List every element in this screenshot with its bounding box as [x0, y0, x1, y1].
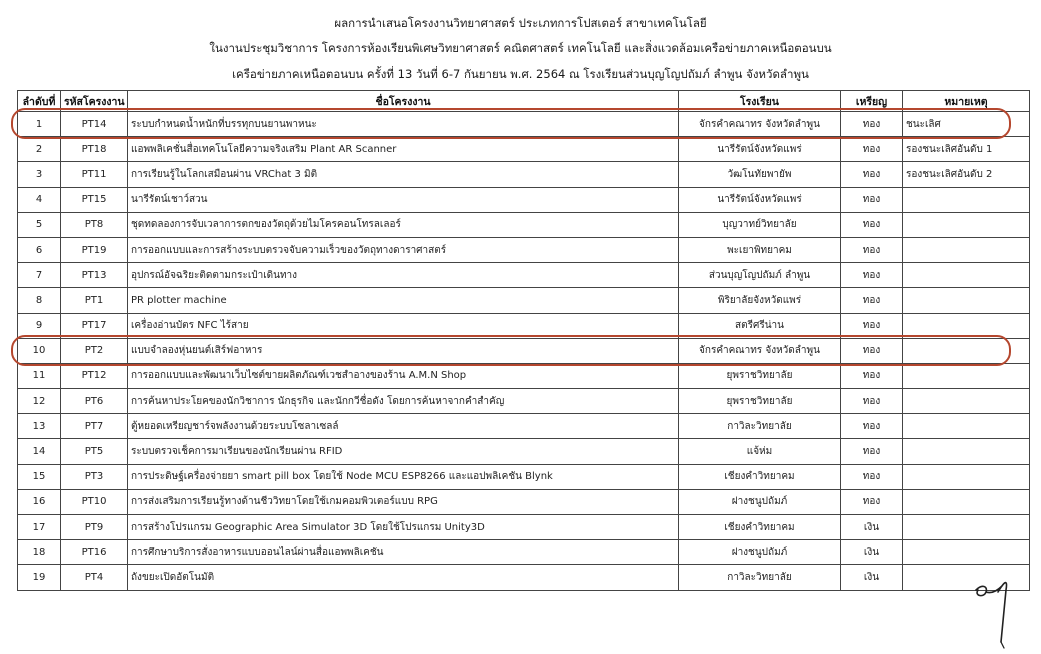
- cell-code: PT12: [61, 363, 128, 388]
- cell-code: PT4: [61, 565, 128, 590]
- cell-school: แจ้ห่ม: [679, 439, 841, 464]
- cell-school: นารีรัตน์จังหวัดแพร่: [679, 137, 841, 162]
- table-row: [18, 137, 1030, 162]
- cell-project-name: การประดิษฐ์เครื่องจ่ายยา smart pill box โดยใช้ Node MCU ESP8266 และแอปพลิเคชัน Blynk: [128, 464, 679, 489]
- cell-note: [903, 489, 1030, 514]
- table-row: [18, 565, 1030, 590]
- cell-note: [903, 389, 1030, 414]
- cell-code: PT5: [61, 439, 128, 464]
- table-row: [18, 112, 1030, 137]
- cell-no: 15: [18, 464, 61, 489]
- table-row: [18, 363, 1030, 388]
- cell-school: พิริยาลัยจังหวัดแพร่: [679, 288, 841, 313]
- cell-note: [903, 263, 1030, 288]
- cell-no: 13: [18, 414, 61, 439]
- table-row: [18, 212, 1030, 237]
- cell-project-name: การส่งเสริมการเรียนรู้ทางด้านชีววิทยาโดยใช้เกมคอมพิวเตอร์แบบ RPG: [128, 489, 679, 514]
- table-row: [18, 464, 1030, 489]
- col-header-note: หมายเหตุ: [903, 91, 1030, 112]
- cell-school: บุญวาทย์วิทยาลัย: [679, 212, 841, 237]
- table-body: [18, 112, 1030, 591]
- col-header-medal: เหรียญ: [841, 91, 903, 112]
- col-header-no: ลำดับที่: [18, 91, 61, 112]
- cell-no: 4: [18, 187, 61, 212]
- cell-note: [903, 212, 1030, 237]
- cell-code: PT2: [61, 338, 128, 363]
- table-row: [18, 263, 1030, 288]
- cell-no: 12: [18, 389, 61, 414]
- cell-no: 19: [18, 565, 61, 590]
- cell-note: [903, 414, 1030, 439]
- table-row: [18, 489, 1030, 514]
- cell-note: [903, 187, 1030, 212]
- cell-school: ฝางชนูปถัมภ์: [679, 489, 841, 514]
- cell-medal: ทอง: [841, 338, 903, 363]
- cell-project-name: อุปกรณ์อัจฉริยะติดตามกระเป๋าเดินทาง: [128, 263, 679, 288]
- header-line-1: ผลการนำเสนอโครงงานวิทยาศาสตร์ ประเภทการโปสเตอร์ สาขาเทคโนโลยี: [334, 16, 707, 30]
- cell-project-name: การศึกษาบริการสั่งอาหารแบบออนไลน์ผ่านสื่อแอพพลิเคชัน: [128, 540, 679, 565]
- cell-medal: ทอง: [841, 464, 903, 489]
- cell-medal: ทอง: [841, 237, 903, 262]
- cell-medal: ทอง: [841, 313, 903, 338]
- table-row: [18, 540, 1030, 565]
- cell-medal: ทอง: [841, 263, 903, 288]
- cell-code: PT1: [61, 288, 128, 313]
- cell-project-name: การค้นหาประโยคของนักวิชาการ นักธุรกิจ และนักกวีชื่อดัง โดยการค้นหาจากคำสำคัญ: [128, 389, 679, 414]
- cell-medal: ทอง: [841, 187, 903, 212]
- cell-note: รองชนะเลิศอันดับ 1: [903, 137, 1030, 162]
- cell-code: PT3: [61, 464, 128, 489]
- cell-no: 3: [18, 162, 61, 187]
- cell-no: 8: [18, 288, 61, 313]
- cell-medal: เงิน: [841, 540, 903, 565]
- cell-no: 1: [18, 112, 61, 137]
- cell-no: 9: [18, 313, 61, 338]
- cell-medal: ทอง: [841, 414, 903, 439]
- cell-note: [903, 439, 1030, 464]
- col-header-project-name: ชื่อโครงงาน: [128, 91, 679, 112]
- cell-code: PT10: [61, 489, 128, 514]
- cell-no: 17: [18, 515, 61, 540]
- table-row: [18, 162, 1030, 187]
- cell-medal: ทอง: [841, 439, 903, 464]
- cell-code: PT11: [61, 162, 128, 187]
- col-header-code: รหัสโครงงาน: [61, 91, 128, 112]
- cell-no: 11: [18, 363, 61, 388]
- cell-project-name: การออกแบบและพัฒนาเว็บไซต์ขายผลิตภัณฑ์เวชสำอางของร้าน A.M.N Shop: [128, 363, 679, 388]
- cell-no: 10: [18, 338, 61, 363]
- cell-school: จักรคำคณาทร จังหวัดลำพูน: [679, 112, 841, 137]
- cell-note: [903, 338, 1030, 363]
- cell-project-name: PR plotter machine: [128, 288, 679, 313]
- cell-note: รองชนะเลิศอันดับ 2: [903, 162, 1030, 187]
- cell-school: วัฒโนทัยพายัพ: [679, 162, 841, 187]
- cell-code: PT18: [61, 137, 128, 162]
- cell-medal: เงิน: [841, 515, 903, 540]
- cell-no: 14: [18, 439, 61, 464]
- table-row: [18, 313, 1030, 338]
- cell-medal: ทอง: [841, 212, 903, 237]
- cell-project-name: การเรียนรู้ในโลกเสมือนผ่าน VRChat 3 มิติ: [128, 162, 679, 187]
- results-table: [17, 90, 1030, 591]
- cell-code: PT16: [61, 540, 128, 565]
- handwritten-signature: [968, 568, 1034, 652]
- cell-code: PT19: [61, 237, 128, 262]
- cell-project-name: ตู้หยอดเหรียญชาร์จพลังงานด้วยระบบโซลาเซลล์: [128, 414, 679, 439]
- table-row: [18, 389, 1030, 414]
- header-line-3: เครือข่ายภาคเหนือตอนบน ครั้งที่ 13 วันที่ 6-7 กันยายน พ.ศ. 2564 ณ โรงเรียนส่วนบุญโญปถัมภ์ ลำพูน จังหวัดลำพูน: [232, 67, 809, 81]
- cell-medal: ทอง: [841, 389, 903, 414]
- cell-school: นารีรัตน์จังหวัดแพร่: [679, 187, 841, 212]
- cell-school: เชียงคำวิทยาคม: [679, 464, 841, 489]
- cell-no: 6: [18, 237, 61, 262]
- cell-no: 7: [18, 263, 61, 288]
- cell-note: [903, 464, 1030, 489]
- cell-code: PT6: [61, 389, 128, 414]
- cell-project-name: ระบบกำหนดน้ำหนักที่บรรทุกบนยานพาหนะ: [128, 112, 679, 137]
- cell-medal: ทอง: [841, 137, 903, 162]
- cell-school: ฝางชนูปถัมภ์: [679, 540, 841, 565]
- cell-project-name: เครื่องอ่านบัตร NFC ไร้สาย: [128, 313, 679, 338]
- cell-note: [903, 540, 1030, 565]
- cell-no: 16: [18, 489, 61, 514]
- cell-project-name: การสร้างโปรแกรม Geographic Area Simulator 3D โดยใช้โปรแกรม Unity3D: [128, 515, 679, 540]
- cell-code: PT15: [61, 187, 128, 212]
- cell-project-name: ชุดทดลองการจับเวลาการตกของวัตถุด้วยไมโครคอนโทรลเลอร์: [128, 212, 679, 237]
- header-line-2: ในงานประชุมวิชาการ โครงการห้องเรียนพิเศษวิทยาศาสตร์ คณิตศาสตร์ เทคโนโลยี และสิ่งแวดล้อมเครือข่ายภาคเหนือตอนบน: [209, 41, 832, 55]
- cell-project-name: นารีรัตน์เชาว์สวน: [128, 187, 679, 212]
- cell-no: 2: [18, 137, 61, 162]
- table-row: [18, 439, 1030, 464]
- cell-code: PT17: [61, 313, 128, 338]
- table-row: [18, 338, 1030, 363]
- table-row: [18, 288, 1030, 313]
- cell-note: [903, 515, 1030, 540]
- table-header-row: [18, 91, 1030, 112]
- col-header-school: โรงเรียน: [679, 91, 841, 112]
- cell-code: PT9: [61, 515, 128, 540]
- cell-school: ยุพราชวิทยาลัย: [679, 389, 841, 414]
- cell-project-name: ระบบตรวจเช็คการมาเรียนของนักเรียนผ่าน RFID: [128, 439, 679, 464]
- cell-note: ชนะเลิศ: [903, 112, 1030, 137]
- cell-school: เชียงคำวิทยาคม: [679, 515, 841, 540]
- cell-school: กาวิละวิทยาลัย: [679, 565, 841, 590]
- cell-medal: ทอง: [841, 363, 903, 388]
- cell-code: PT14: [61, 112, 128, 137]
- cell-school: ยุพราชวิทยาลัย: [679, 363, 841, 388]
- table-row: [18, 237, 1030, 262]
- cell-medal: ทอง: [841, 288, 903, 313]
- cell-project-name: ถังขยะเปิดอัตโนมัติ: [128, 565, 679, 590]
- cell-school: จักรคำคณาทร จังหวัดลำพูน: [679, 338, 841, 363]
- cell-no: 5: [18, 212, 61, 237]
- cell-school: กาวิละวิทยาลัย: [679, 414, 841, 439]
- cell-code: PT7: [61, 414, 128, 439]
- cell-no: 18: [18, 540, 61, 565]
- cell-note: [903, 237, 1030, 262]
- table-row: [18, 187, 1030, 212]
- cell-note: [903, 313, 1030, 338]
- cell-project-name: แอพพลิเคชั่นสื่อเทคโนโลยีความจริงเสริม Plant AR Scanner: [128, 137, 679, 162]
- cell-code: PT8: [61, 212, 128, 237]
- cell-code: PT13: [61, 263, 128, 288]
- cell-medal: เงิน: [841, 565, 903, 590]
- cell-medal: ทอง: [841, 489, 903, 514]
- cell-note: [903, 363, 1030, 388]
- cell-school: สตรีศรีน่าน: [679, 313, 841, 338]
- cell-medal: ทอง: [841, 112, 903, 137]
- cell-school: ส่วนบุญโญปถัมภ์ ลำพูน: [679, 263, 841, 288]
- cell-project-name: แบบจำลองหุ่นยนต์เสิร์ฟอาหาร: [128, 338, 679, 363]
- cell-school: พะเยาพิทยาคม: [679, 237, 841, 262]
- cell-note: [903, 288, 1030, 313]
- cell-project-name: การออกแบบและการสร้างระบบตรวจจับความเร็วของวัตถุทางดาราศาสตร์: [128, 237, 679, 262]
- cell-medal: ทอง: [841, 162, 903, 187]
- table-row: [18, 515, 1030, 540]
- table-row: [18, 414, 1030, 439]
